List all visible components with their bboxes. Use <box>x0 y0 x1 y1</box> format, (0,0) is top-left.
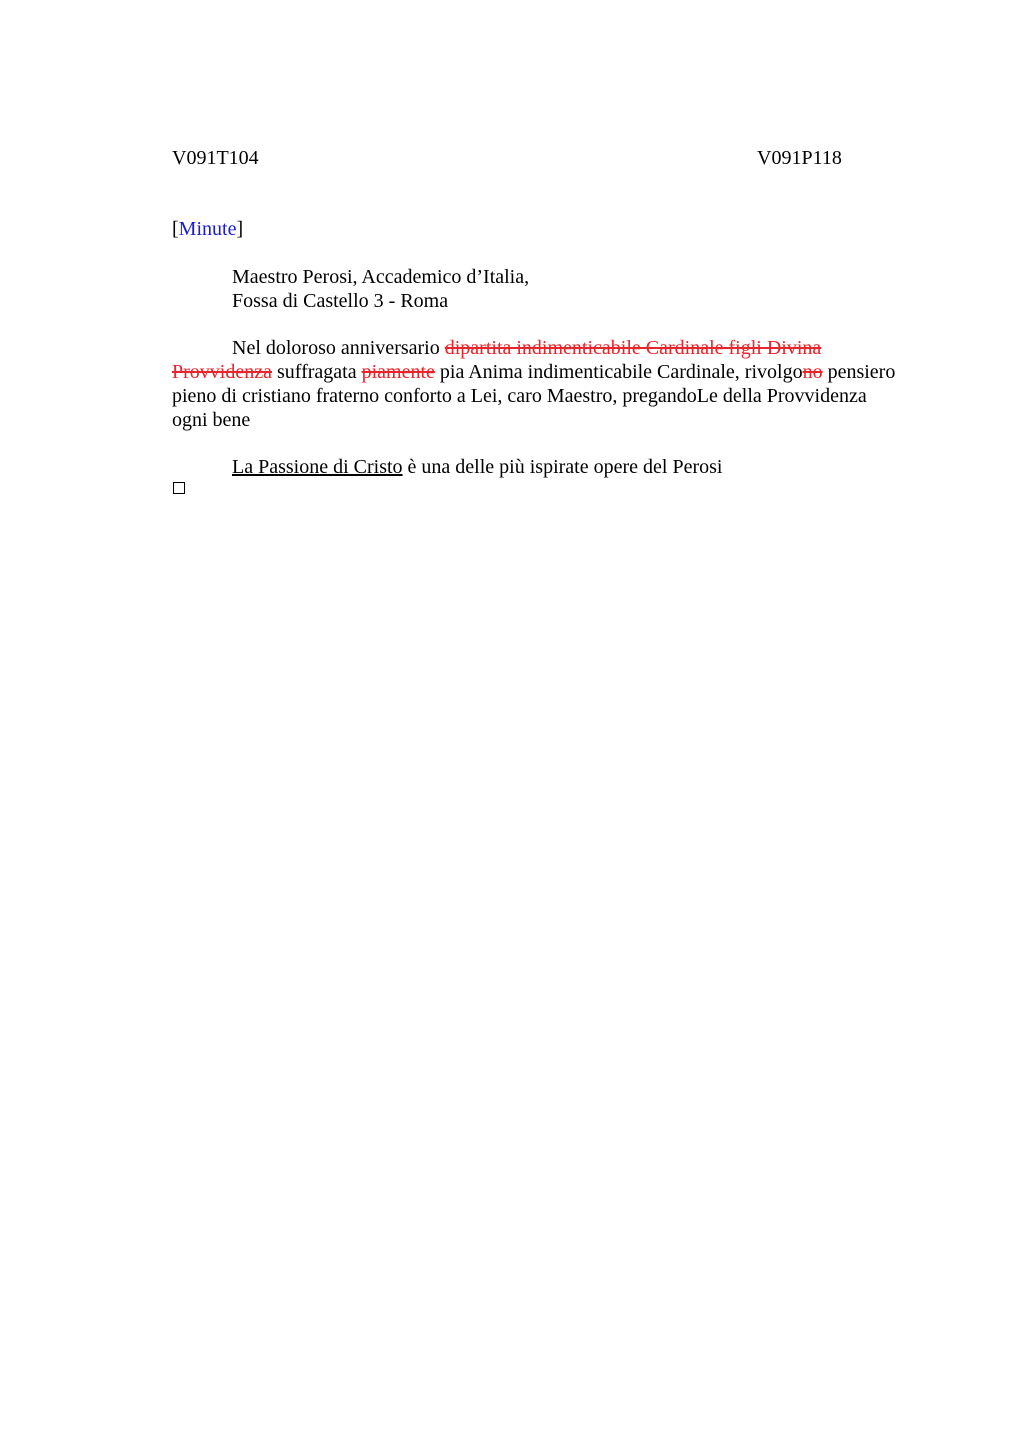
minute-link[interactable]: Minute <box>178 218 237 240</box>
body-text: suffragata <box>271 361 362 383</box>
address-line-1: Maestro Perosi, Accademico d’Italia, <box>232 266 530 288</box>
address-line-2: Fossa di Castello 3 - Roma <box>232 290 449 312</box>
minute-label <box>172 217 243 241</box>
header-references <box>172 146 932 170</box>
note-text: è una delle più ispirate opere del Perosi <box>402 456 723 478</box>
note-work-title: La Passione di Cristo <box>232 456 403 478</box>
editorial-note <box>232 455 722 479</box>
body-line-3: pieno di cristiano fraterno conforto a Lei, caro Maestro, pregandoLe della Provvidenza <box>172 385 867 407</box>
body-line-2 <box>172 360 924 384</box>
minute-close-bracket: ] <box>236 218 244 240</box>
document-page <box>172 0 932 1450</box>
body-text: pensiero <box>822 361 896 383</box>
deleted-text: Provvidenza <box>172 361 272 383</box>
right-reference-code: V091P118 <box>757 147 842 169</box>
deleted-text: piamente <box>361 361 435 383</box>
body-text: Nel doloroso anniversario <box>232 337 445 359</box>
recipient-address <box>232 265 529 313</box>
body-line-4: ogni bene <box>172 409 251 431</box>
telegram-body <box>172 336 924 432</box>
minute-open-bracket: [ <box>172 218 179 240</box>
deleted-text: dipartita indimenticabile Cardinale figli Divina <box>444 337 822 359</box>
body-line-1 <box>172 336 924 360</box>
deleted-text: no <box>802 361 823 383</box>
body-text: pia Anima indimenticabile Cardinale, rivolgo <box>434 361 803 383</box>
left-reference-code: V091T104 <box>172 147 259 169</box>
note-checkbox[interactable] <box>173 482 185 494</box>
